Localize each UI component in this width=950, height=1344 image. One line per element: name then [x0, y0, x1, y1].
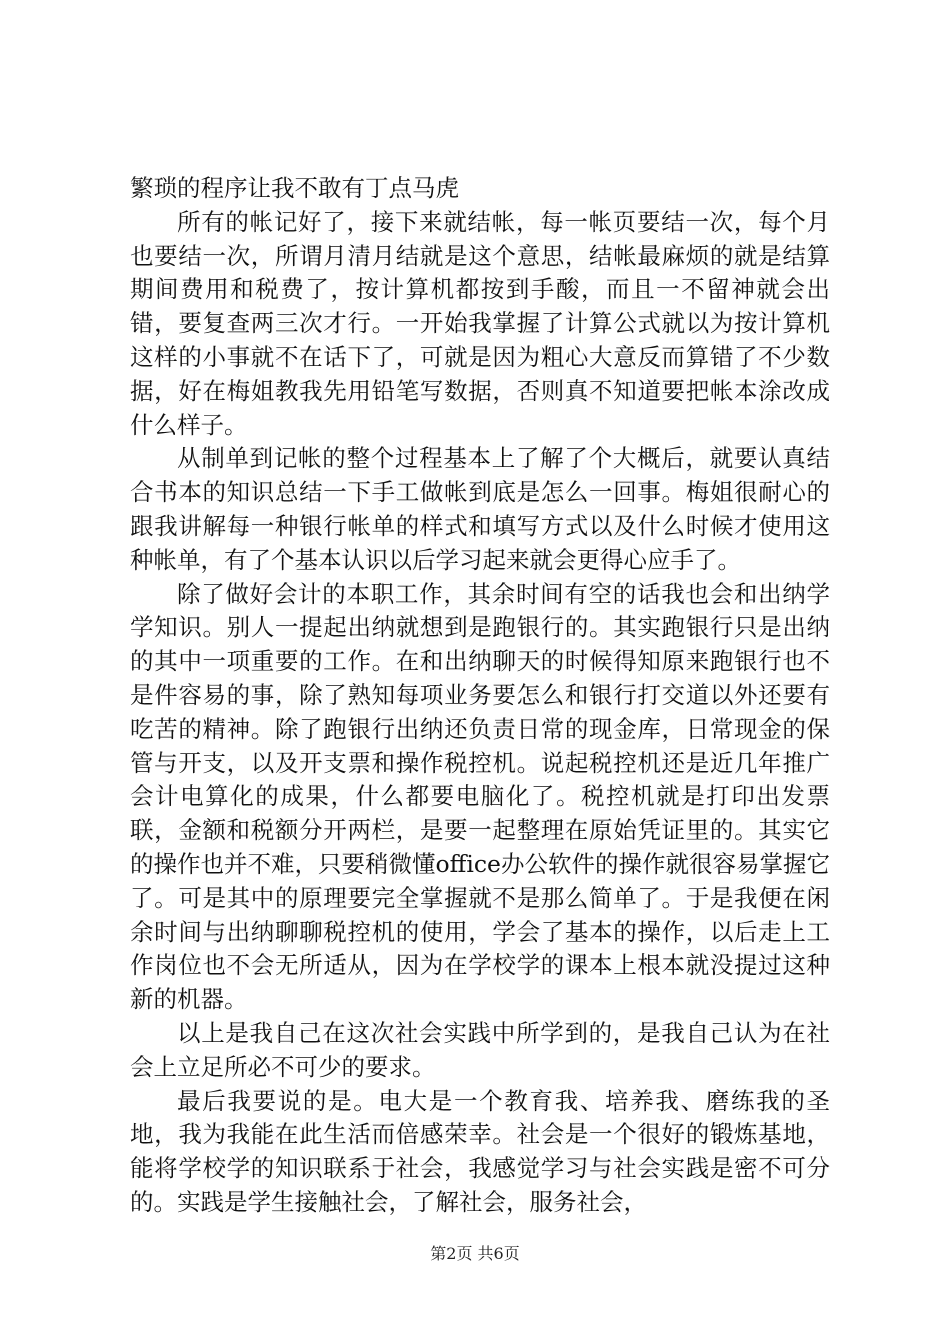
page-number-footer: 第2页 共6页: [430, 1244, 520, 1263]
body-text: [130, 172, 830, 1220]
paragraph-practice-gains: 以上是我自己在这次社会实践中所学到的，是我自己认为在社会上立足所必不可少的要求。: [130, 1018, 830, 1081]
paragraph-conclusion: 最后我要说的是。电大是一个教育我、培养我、磨练我的圣地，我为我能在此生活而倍感荣幸。社会是一个很好的锻炼基地，能将学校学的知识联系于社会，我感觉学习与社会实践是密不可分的。实践是学生接触社会，了解社会，服务社会，: [130, 1086, 830, 1216]
paragraph-bookkeeping-summary: 从制单到记帐的整个过程基本上了解了个大概后，就要认真结合书本的知识总结一下手工做帐到底是怎么一回事。梅姐很耐心的跟我讲解每一种银行帐单的样式和填写方式以及什么时候才使用这种帐单，有了个基本认识以后学习起来就会更得心应手了。: [130, 444, 830, 574]
paragraph-closing-accounts: 所有的帐记好了，接下来就结帐，每一帐页要结一次，每个月也要结一次，所谓月清月结就是这个意思，结帐最麻烦的就是结算期间费用和税费了，按计算机都按到手酸，而且一不留神就会出错，要复查两三次才行。一开始我掌握了计算公式就以为按计算机这样的小事就不在话下了，可就是因为粗心大意反而算错了不少数据，好在梅姐教我先用铅笔写数据，否则真不知道要把帐本涂改成什么样子。: [130, 207, 830, 439]
paragraph-continuation: 繁琐的程序让我不敢有丁点马虎: [130, 174, 459, 202]
paragraph-cashier-work: 除了做好会计的本职工作，其余时间有空的话我也会和出纳学学知识。别人一提起出纳就想到是跑银行的。其实跑银行只是出纳的其中一项重要的工作。在和出纳聊天的时候得知原来跑银行也不是件容易的事，除了熟知每项业务要怎么和银行打交道以外还要有吃苦的精神。除了跑银行出纳还负责日常的现金库，日常现金的保管与开支，以及开支票和操作税控机。说起税控机还是近几年推广会计电算化的成果，什么都要电脑化了。税控机就是打印出发票联，金额和税额分开两栏，是要一起整理在原始凭证里的。其实它的操作也并不难，只要稍微懂office办公软件的操作就很容易掌握它了。可是其中的原理要完全掌握就不是那么简单了。于是我便在闲余时间与出纳聊聊税控机的使用，学会了基本的操作，以后走上工作岗位也不会无所适从，因为在学校学的课本上根本就没提过这种新的机器。: [130, 579, 830, 1014]
